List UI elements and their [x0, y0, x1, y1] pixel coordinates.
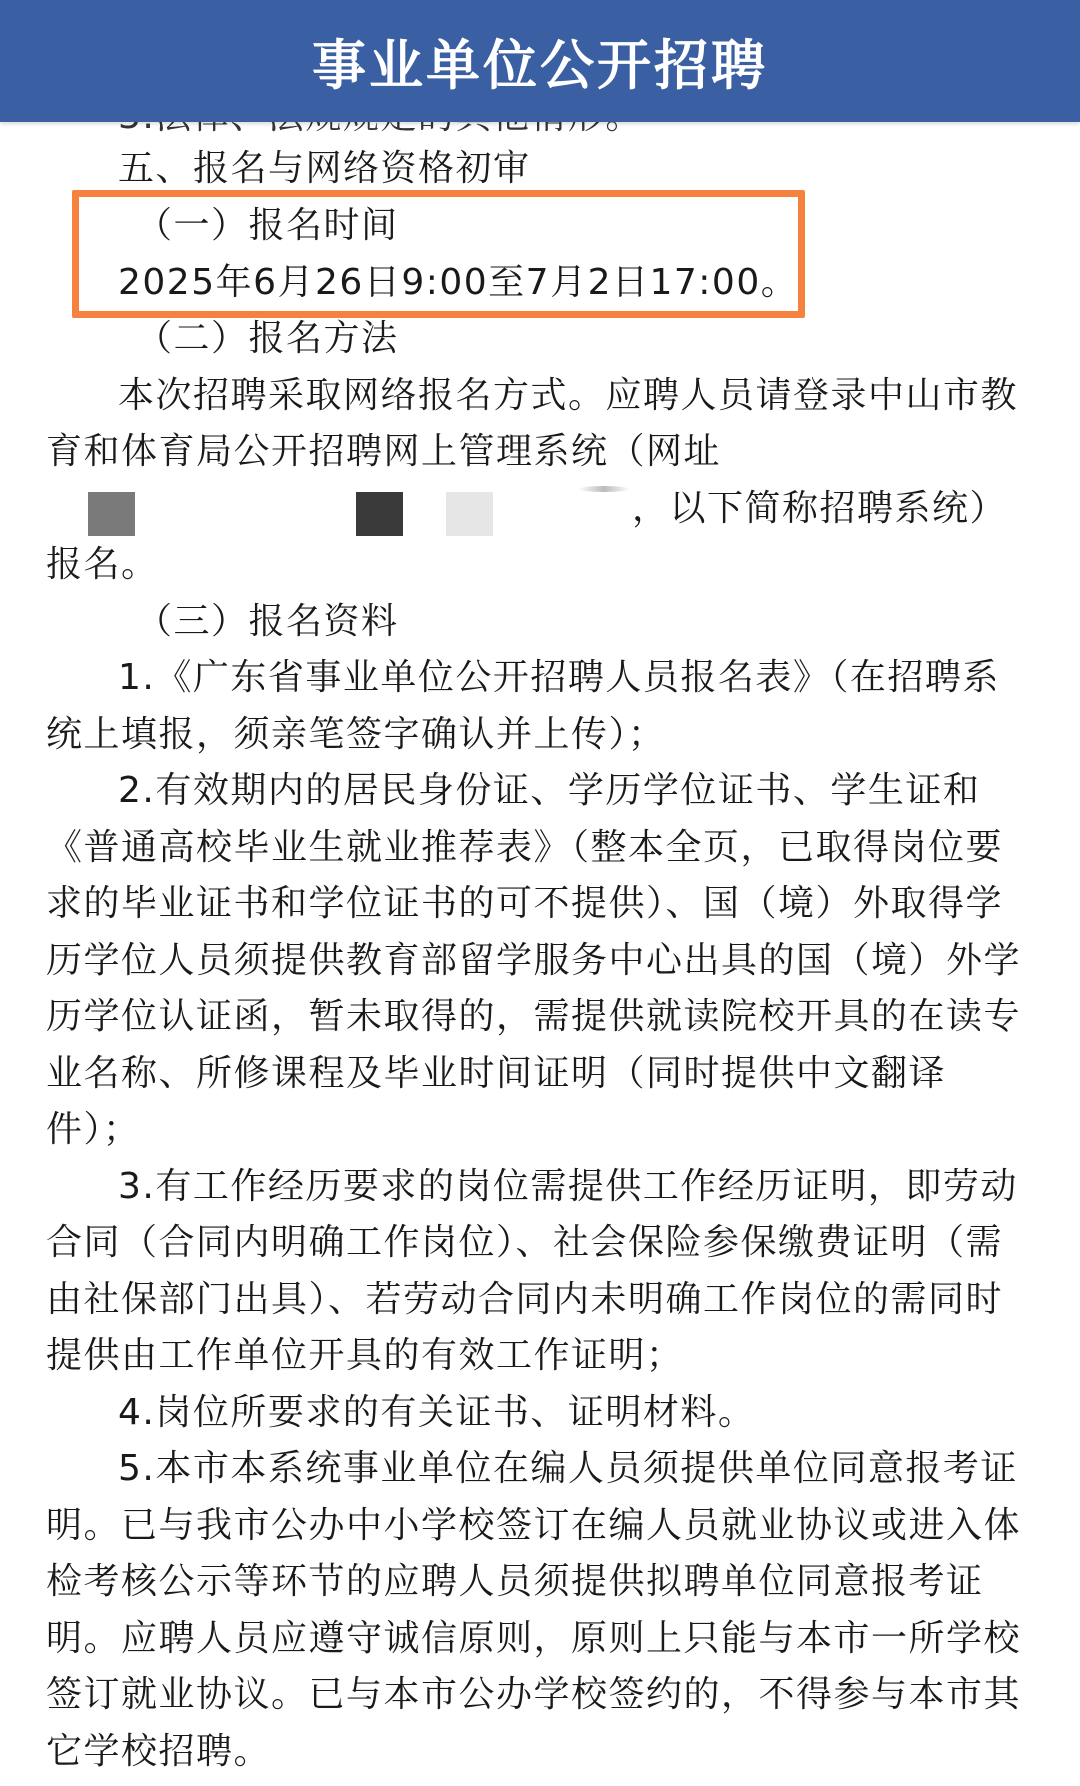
item2-line-2: 《普通高校毕业生就业推荐表》（整本全页，已取得岗位要 — [46, 827, 1004, 868]
registration-time: 2025年6月26日9:00至7月2日17:00。 — [118, 262, 799, 303]
item2-line-5: 历学位认证函，暂未取得的，需提供就读院校开具的在读专 — [46, 996, 1022, 1037]
item5-line-5: 签订就业协议。已与本市公办学校签约的，不得参与本市其 — [46, 1674, 1022, 1715]
item3-line-1: 3.有工作经历要求的岗位需提供工作经历证明，即劳动 — [118, 1166, 1018, 1207]
item5-line-1: 5.本市本系统事业单位在编人员须提供单位同意报考证 — [118, 1448, 1018, 1489]
item5-line-4: 明。应聘人员应遵守诚信原则，原则上只能与本市一所学校 — [46, 1618, 1022, 1659]
item3-line-2: 合同（合同内明确工作岗位）、社会保险参保缴费证明（需 — [46, 1222, 1004, 1263]
item3-line-3: 由社保部门出具）、若劳动合同内未明确工作岗位的需同时 — [46, 1279, 1004, 1320]
sub2-line-2: 育和体育局公开招聘网上管理系统（网址 — [46, 431, 722, 472]
item5-line-3: 检考核公示等环节的应聘人员须提供拟聘单位同意报考证 — [46, 1561, 984, 1602]
title-banner — [0, 0, 1080, 122]
page-title: 事业单位公开招聘 — [312, 33, 768, 97]
item1-line-2: 统上填报，须亲笔签字确认并上传）； — [46, 714, 666, 755]
item3-line-4: 提供由工作单位开具的有效工作证明； — [46, 1335, 684, 1376]
item4-line-1: 4.岗位所要求的有关证书、证明材料。 — [118, 1392, 756, 1433]
item1-line-1: 1.《广东省事业单位公开招聘人员报名表》（在招聘系 — [118, 657, 1000, 698]
item2-line-3: 求的毕业证书和学位证书的可不提供）、国（境）外取得学 — [46, 883, 1004, 924]
section-five-title: 五、报名与网络资格初审 — [118, 148, 531, 189]
redaction-block — [88, 492, 135, 536]
item2-line-1: 2.有效期内的居民身份证、学历学位证书、学生证和 — [118, 770, 981, 811]
sub2-line-4: 报名。 — [46, 544, 159, 585]
item2-line-6: 业名称、所修课程及毕业时间证明（同时提供中文翻译 — [46, 1053, 947, 1094]
redaction-smudge — [578, 486, 630, 492]
sub2-line-3: ，以下简称招聘系统） — [632, 488, 1008, 529]
redaction-block — [446, 492, 493, 536]
item2-line-4: 历学位人员须提供教育部留学服务中心出具的国（境）外学 — [46, 940, 1022, 981]
sub1-title: （一）报名时间 — [136, 205, 399, 246]
sub2-line-1: 本次招聘采取网络报名方式。应聘人员请登录中山市教 — [118, 375, 1019, 416]
sub3-title: （三）报名资料 — [136, 601, 399, 642]
sub2-title: （二）报名方法 — [136, 318, 399, 359]
item5-line-2: 明。已与我市公办中小学校签订在编人员就业协议或进入体 — [46, 1505, 1022, 1546]
redaction-block — [356, 492, 403, 536]
item2-line-7: 件）； — [46, 1109, 141, 1150]
highlight-box — [72, 190, 805, 318]
item5-line-6: 它学校招聘。 — [46, 1731, 272, 1772]
